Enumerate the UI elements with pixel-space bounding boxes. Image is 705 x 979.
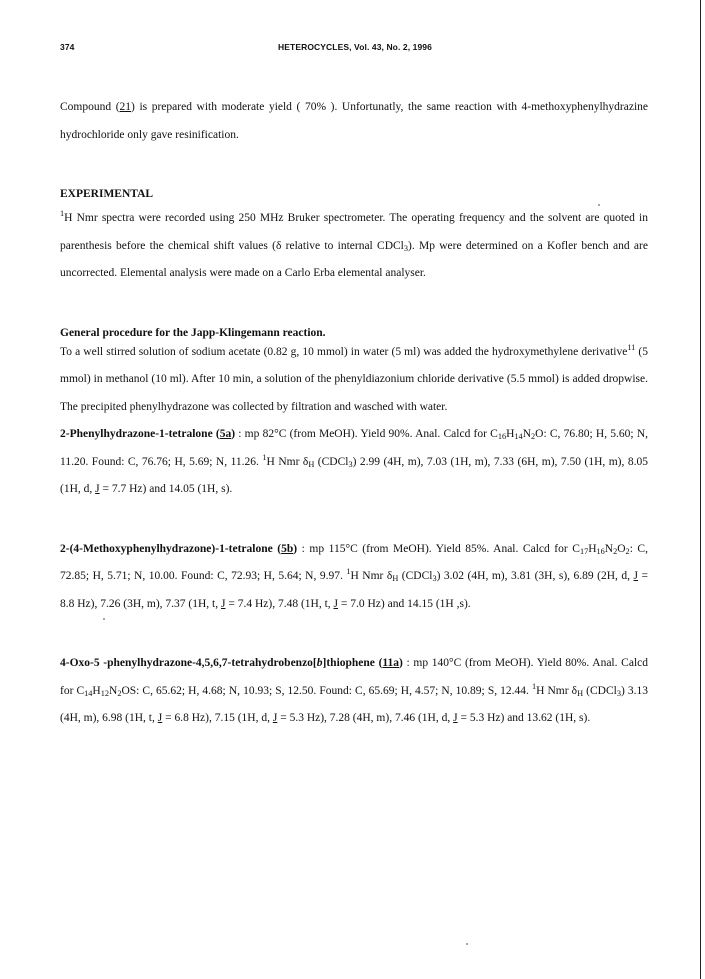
compound-code-5b: 5b	[281, 542, 294, 555]
article-body	[60, 94, 648, 733]
running-header	[60, 42, 650, 56]
experimental-heading: EXPERIMENTAL	[60, 188, 154, 200]
procedure-paragraph: To a well stirred solution of sodium acetate (0.82 g, 10 mmol) in water (5 ml) was added the hydroxymethylene derivative$^{11}$ (5 mmol) in methanol (10 ml). After 10 min, a solution of the phenyldiazonium chloride derivative (5.5 mmol) is added dropwise. The precipited phenylhydrazone was collected by filtration and wasched with water.	[60, 342, 648, 413]
nmr-methods-paragraph: $^1$H Nmr spectra were recorded using 250 MHz Bruker spectrometer. The operating frequency and the solvent are quoted in parenthesis before the chemical shift values (δ relative to internal CDCl$_3$). Mp were determined on a Kofler bench and are uncorrected. Elemental analysis were made on a Carlo Erba elemental analyser.	[60, 209, 648, 279]
compound-5a-entry: 2-Phenylhydrazone-1-tetralone (5a) : mp 82°C (from MeOH). Yield 90%. Anal. Calcd for $C_{16}H_{14}N_2O$: C, 76.80; H, 5.60; N, 11.20. Found: C, 76.76; H, 5.69; N, 11.26. $^1$H Nmr $\delta_H$ (CDCl$_3$) 2.99 (4H, m), 7.03 (1H, m), 7.33 (6H, m), 7.50 (1H, m), 8.05 (1H, d, J = 7.7 Hz) and 14.05 (1H, s).	[60, 428, 649, 495]
scan-speck	[598, 204, 600, 206]
reference-superscript: 11	[627, 342, 636, 352]
journal-citation: HETEROCYCLES, Vol. 43, No. 2, 1996	[278, 42, 432, 52]
procedure-heading: General procedure for the Japp-Klingemann reaction.	[60, 326, 326, 339]
compound-5b-entry: 2-(4-Methoxyphenylhydrazone)-1-tetralone (5b) : mp 115°C (from MeOH). Yield 85%. Anal. Calcd for $C_{17}H_{16}N_2O_2$: C, 72.85; H, 5.71; N, 10.00. Found: C, 72.93; H, 5.64; N, 9.97. $^1$H Nmr $\delta_H$ (CDCl$_3$) 3.02 (4H, m), 3.81 (3H, s), 6.89 (2H, d, J = 8.8 Hz), 7.26 (3H, m), 7.37 (1H, t, J = 7.4 Hz), 7.48 (1H, t, J = 7.0 Hz) and 14.15 (1H ,s).	[60, 542, 648, 610]
page-number: 374	[60, 42, 75, 52]
compound-11a-entry: 4-Oxo-5 -phenylhydrazone-4,5,6,7-tetrahydrobenzo[b]thiophene (11a) : mp 140°C (from MeOH). Yield 80%. Anal. Calcd for $C_{14}H_{12}N_2OS$: C, 65.62; H, 4.68; N, 10.93; S, 12.50. Found: C, 65.69; H, 4.57; N, 10.89; S, 12.44. $^1$H Nmr $\delta_H$ (CDCl$_3$) 3.13 (4H, m), 6.98 (1H, t, J = 6.8 Hz), 7.15 (1H, d, J = 5.3 Hz), 7.28 (4H, m), 7.46 (1H, d, J = 5.3 Hz) and 13.62 (1H, s).	[60, 657, 648, 724]
scan-speck	[103, 618, 105, 620]
page-edge-rule	[700, 0, 701, 979]
compound-code-11a: 11a	[382, 657, 400, 669]
scan-speck	[466, 943, 468, 945]
compound-ref-21: 21	[119, 101, 132, 113]
intro-paragraph: Compound (21) is prepared with moderate yield ( 70% ). Unfortunatly, the same reaction with 4-methoxyphenylhydrazine hydrochloride only gave resinification.	[60, 101, 648, 141]
compound-code-5a: 5a	[219, 428, 232, 440]
